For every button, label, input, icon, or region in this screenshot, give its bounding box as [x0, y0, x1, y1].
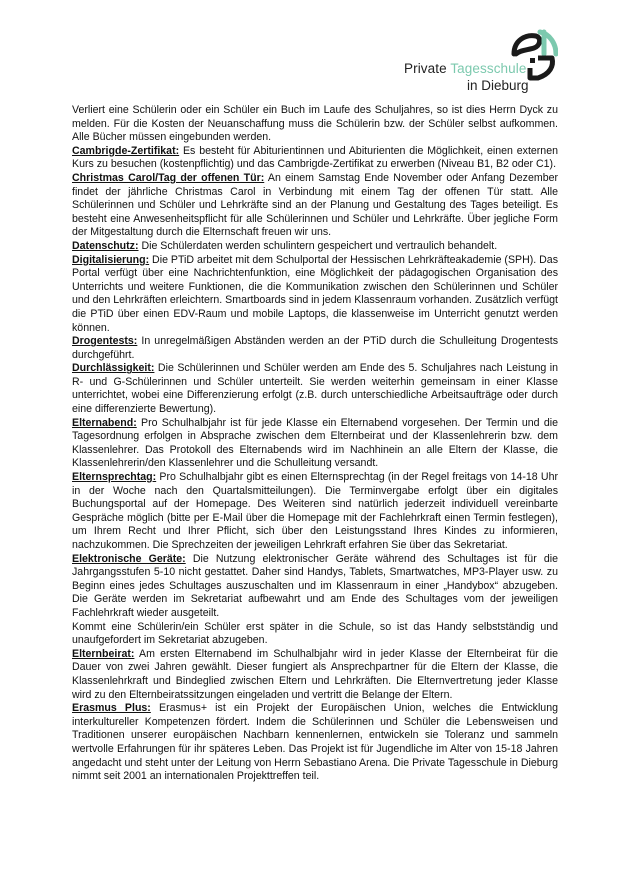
- paragraph-datenschutz: [72, 240, 558, 254]
- paragraph-text: Pro Schulhalbjahr gibt es einen Elternsprechtag (in der Regel freitags von 14-18 Uhr in der Woche nach den Quartalsmitteilungen). Die Terminvergabe erfolgt über ein digitales Buchungsportal auf der Homepage. Des Weiteren sind natürlich jederzeit individuell vereinbarte Gespräche möglich (bitte per E-Mail über die Homepage mit der Fachlehrkraft einen Termin festlegen), um Ihrem Recht und Ihrer Pflicht, sich über den Leistungsstand Ihres Kindes zu informieren, nachzukommen. Die Sprechzeiten der jeweiligen Lehrkraft erfahren Sie über das Sekretariat.: [72, 471, 558, 551]
- paragraph-text: In unregelmäßigen Abständen werden an der PTiD durch die Schulleitung Drogentests durchgeführt.: [72, 335, 558, 361]
- paragraph-term: Cambrigde-Zertifikat:: [72, 144, 180, 157]
- paragraph-text: Es besteht für Abiturientinnen und Abiturienten die Möglichkeit, einen externen Kurs zu besuchen (kostenpflichtig) und das Cambrigde-Zertifikat zu erwerben (Niveau B1, B2 oder C1).: [72, 144, 558, 171]
- paragraph-term: Elternsprechtag:: [72, 471, 157, 484]
- paragraph-erasmus-plus: [72, 702, 558, 784]
- paragraph-term: Elternabend:: [72, 416, 137, 429]
- logo-line-1: [404, 61, 526, 76]
- paragraph-term: Drogentests:: [72, 335, 138, 348]
- paragraph-christmas-carol: [72, 172, 558, 240]
- school-logo: [396, 28, 566, 98]
- paragraph-term: Erasmus Plus:: [72, 702, 151, 715]
- logo-accent-word: Tagesschule: [450, 61, 527, 76]
- logo-prefix: Private: [404, 61, 451, 76]
- paragraph-elektronische-geraete: [72, 553, 558, 621]
- paragraph-cambridge: [72, 145, 558, 172]
- paragraph-term: Digitalisierung:: [72, 253, 150, 266]
- paragraph-text: Kommt eine Schülerin/ein Schüler erst später in die Schule, so ist das Handy selbstständig und unaufgefordert im Sekretariat abzugeben.: [72, 620, 558, 647]
- paragraph-text: Erasmus+ ist ein Projekt der Europäischen Union, welches die Entwicklung interkultureller Kompetenzen fördert. Indem die Schülerinnen und Schüler die Lebensweisen und Traditionen unserer europäischen Nachbarn kennenlernen, entwickeln sie Toleranz und sammeln wertvolle Erfahrungen für ihr späteres Leben. Das Projekt ist für Jugendliche im Alter von 15-18 Jahren angedacht und steht unter der Leitung von Herrn Sebastiano Arena. Die Private Tagesschule in Dieburg nimmt seit 2001 an internationalen Projekttreffen teil.: [72, 702, 558, 783]
- paragraph-text: Verliert eine Schülerin oder ein Schüler ein Buch im Laufe des Schuljahres, so ist dies Herrn Dyck zu melden. Für die Kosten der Neuanschaffung muss die Schülerin bzw. der Schüler selbst aufkommen. Alle Bücher müssen eingebunden werden.: [72, 104, 558, 144]
- paragraph-text: Die PTiD arbeitet mit dem Schulportal der Hessischen Lehrkräfteakademie (SPH). Das Portal verfügt über eine Nachrichtenfunktion, eine Möglichkeit der pädagogischen Organisation des Unterrichts und weitere Funktionen, die die Kommunikation zwischen den Schülerinnen und Schüler und den Lehrkräften erleichtern. Smartboards sind in jedem Klassenraum vorhanden. Zusätzlich verfügt die PTiD über einen EDV-Raum und mobile Laptops, die klassenweise im Unterricht genutzt werden können.: [72, 253, 558, 334]
- paragraph-digitalisierung: [72, 254, 558, 336]
- paragraph-drogentests: [72, 335, 558, 362]
- paragraph-text: Am ersten Elternabend im Schulhalbjahr wird in jeder Klasse der Elternbeirat für die Dauer von zwei Jahren gewählt. Dieser fungiert als Ansprechpartner für die Eltern der Klasse, die Klassenlehrkraft und Bindeglied zwischen Eltern und Lehrkräften. Die Elternvertretung jeder Klasse wird zu den Elternbeiratssitzungen eingeladen und vertritt die Belange der Eltern.: [72, 647, 558, 701]
- paragraph-term: Durchlässigkeit:: [72, 362, 155, 375]
- paragraph-term: Elektronische Geräte:: [72, 552, 186, 565]
- paragraph-text: Die Schülerdaten werden schulintern gespeichert und vertraulich behandelt.: [138, 239, 498, 252]
- paragraph-text: Pro Schulhalbjahr ist für jede Klasse ein Elternabend vorgesehen. Der Termin und die Tagesordnung erfolgen in Absprache zwischen dem Elternbeirat und der Klassenlehrerin bzw. dem Klassenlehrer. Das Protokoll des Elternabends wird im Nachhinein an alle Eltern der Klasse, die Klassenlehrerin/den Klassenlehrer und die Schulleitung versandt.: [72, 416, 558, 470]
- paragraph-books: [72, 104, 558, 145]
- paragraph-text: An einem Samstag Ende November oder Anfang Dezember findet der jährliche Christmas Carol in Verbindung mit einem Tag der offenen Tür statt. Alle Schülerinnen und Schüler und Lehrkräfte sind an der Planung und Gestaltung des Tages beteiligt. Es besteht eine Anwesenheitspflicht für alle Schülerinnen und Schüler und Lehrkräfte. Über jegliche Form der Mitgestaltung durch die Elternschaft freuen wir uns.: [72, 171, 559, 239]
- paragraph-elternabend: [72, 417, 558, 471]
- logo-line-2: in Dieburg: [467, 78, 529, 93]
- paragraph-late-arrival: [72, 621, 558, 648]
- paragraph-text: Die Schülerinnen und Schüler werden am Ende des 5. Schuljahres nach Leistung in R- und G-Schülerinnen und Schüler unterteilt. Sie werden weiterhin gemeinsam in einer Klasse unterrichtet, wobei eine Differenzierung erfolgt (z.B. durch unterschiedliche Arbeitsaufträge oder durch eine differenzierte Bewertung).: [72, 362, 558, 416]
- paragraph-durchlaessigkeit: [72, 362, 558, 416]
- paragraph-elternsprechtag: [72, 471, 558, 553]
- paragraph-term: Christmas Carol/Tag der offenen Tür:: [72, 171, 265, 184]
- paragraph-elternbeirat: [72, 648, 558, 702]
- paragraph-text: Die Nutzung elektronischer Geräte während des Schultages ist für die Jahrgangsstufen 5-10 nicht gestattet. Daher sind Handys, Tablets, Smartwatches, MP3-Player usw. zu Beginn eines jedes Schultages auszuschalten und im Klassenraum in einer „Handybox“ abzugeben. Die Geräte werden im Sekretariat aufbewahrt und am Ende des Schultages vom der jeweiligen Fachlehrkraft wieder ausgeteilt.: [72, 552, 558, 619]
- paragraph-term: Datenschutz:: [72, 239, 139, 252]
- document-body: [72, 104, 558, 784]
- paragraph-term: Elternbeirat:: [72, 647, 135, 660]
